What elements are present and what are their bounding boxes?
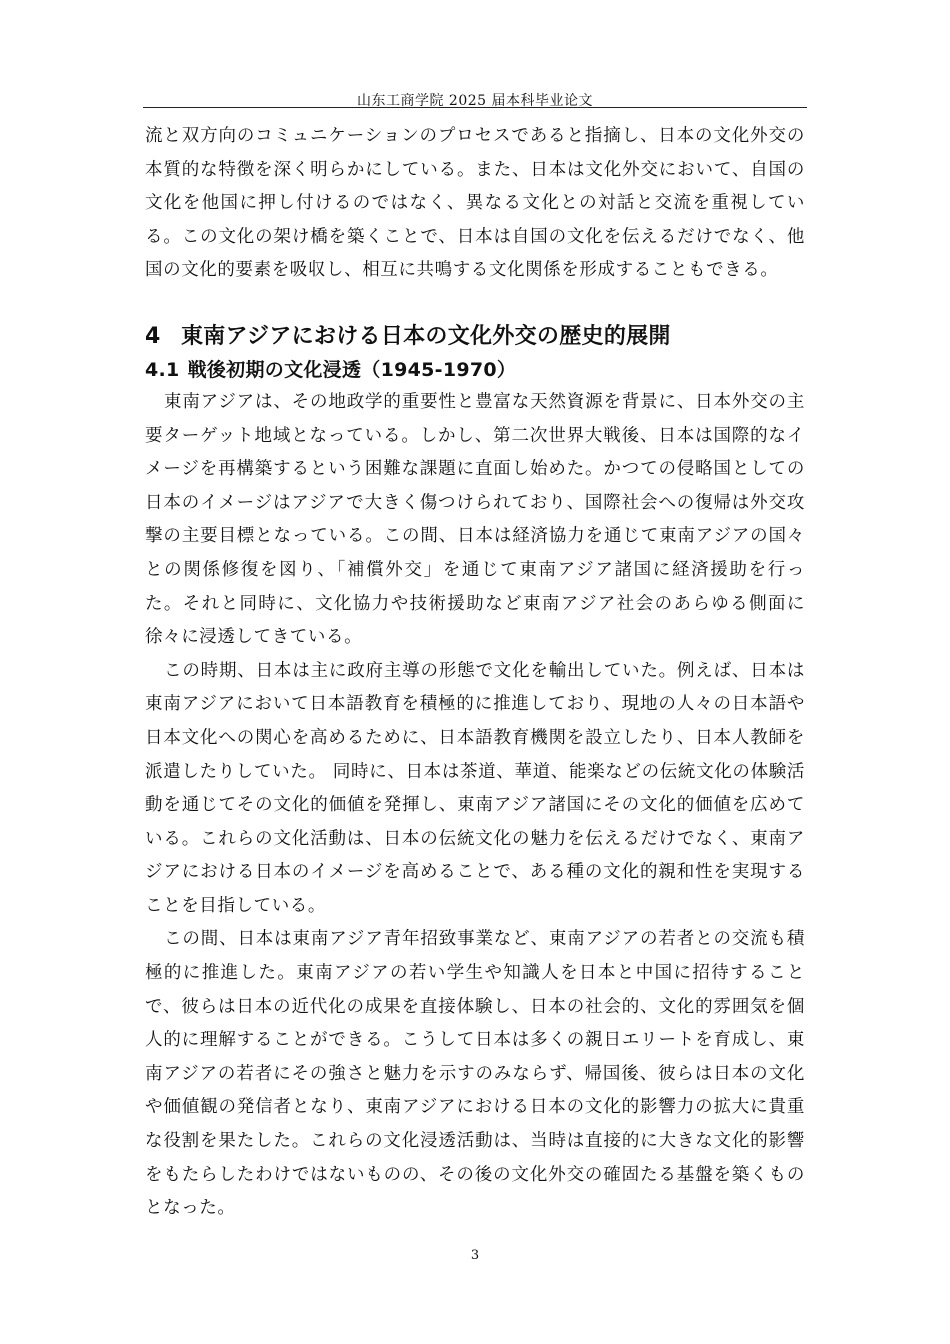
section-title: 東南アジアにおける日本の文化外交の歴史的展開 <box>181 323 671 349</box>
page-content <box>145 120 805 1226</box>
section-heading <box>145 320 805 354</box>
body-paragraph: この時期、日本は主に政府主導の形態で文化を輸出していた。例えば、日本は東南アジアにおいて日本語教育を積極的に推進しており、現地の人々の日本語や日本文化への関心を高めるために、日本語教育機関を設立したり、日本人教師を派遣したりしていた。 同時に、日本は茶道、華道、能楽などの伝統文化の体験活動を通じてその文化的価値を発揮し、東南アジア諸国にその文化的価値を広めている。これらの文化活動は、日本の伝統文化の魅力を伝えるだけでなく、東南アジアにおける日本のイメージを高めることで、ある種の文化的親和性を実現することを目指している。 <box>145 660 805 916</box>
page-number: 3 <box>470 1248 480 1263</box>
body-paragraph: 東南アジアは、その地政学的重要性と豊富な天然資源を背景に、日本外交の主要ターゲット地域となっている。しかし、第二次世界大戦後、日本は国際的なイメージを再構築するという困難な課題に直面し始めた。かつての侵略国としての日本のイメージはアジアで大きく傷つけられており、国際社会への復帰は外交攻撃の主要目標となっている。この間、日本は経済協力を通じて東南アジアの国々との関係修復を図り、「補償外交」を通じて東南アジア諸国に経済援助を行った。それと同時に、文化協力や技術援助など東南アジア社会のあらゆる側面に徐々に浸透してきている。 <box>145 391 805 648</box>
subsection-title: 戦後初期の文化浸透（1945-1970） <box>187 358 517 381</box>
body-paragraph: この間、日本は東南アジア青年招致事業など、東南アジアの若者との交流も積極的に推進した。東南アジアの若い学生や知識人を日本と中国に招待することで、彼らは日本の近代化の成果を直接体験し、日本の社会的、文化的雰囲気を個人的に理解することができる。こうして日本は多くの親日エリートを育成し、東南アジアの若者にその強さと魅力を示すのみならず、帰国後、彼らは日本の文化や価値観の発信者となり、東南アジアにおける日本の文化的影響力の拡大に貴重な役割を果たした。これらの文化浸透活動は、当時は直接的に大きな文化的影響をもたらしたわけではないものの、その後の文化外交の確固たる基盤を築くものとなった。 <box>145 929 805 1219</box>
subsection-number: 4.1 <box>145 358 180 381</box>
header-rule <box>143 107 807 108</box>
intro-paragraph: 流と双方向のコミュニケーションのプロセスであると指摘し、日本の文化外交の本質的な特徴を深く明らかにしている。また、日本は文化外交において、自国の文化を他国に押し付けるのではなく、異なる文化との対話と交流を重視している。この文化の架け橋を築くことで、日本は自国の文化を伝えるだけでなく、他国の文化的要素を吸収し、相互に共鳴する文化関係を形成することもできる。 <box>145 126 805 281</box>
section-number: 4 <box>145 323 161 349</box>
subsection-heading <box>145 354 805 386</box>
running-header: 山东工商学院 2025 届本科毕业论文 <box>356 93 594 109</box>
